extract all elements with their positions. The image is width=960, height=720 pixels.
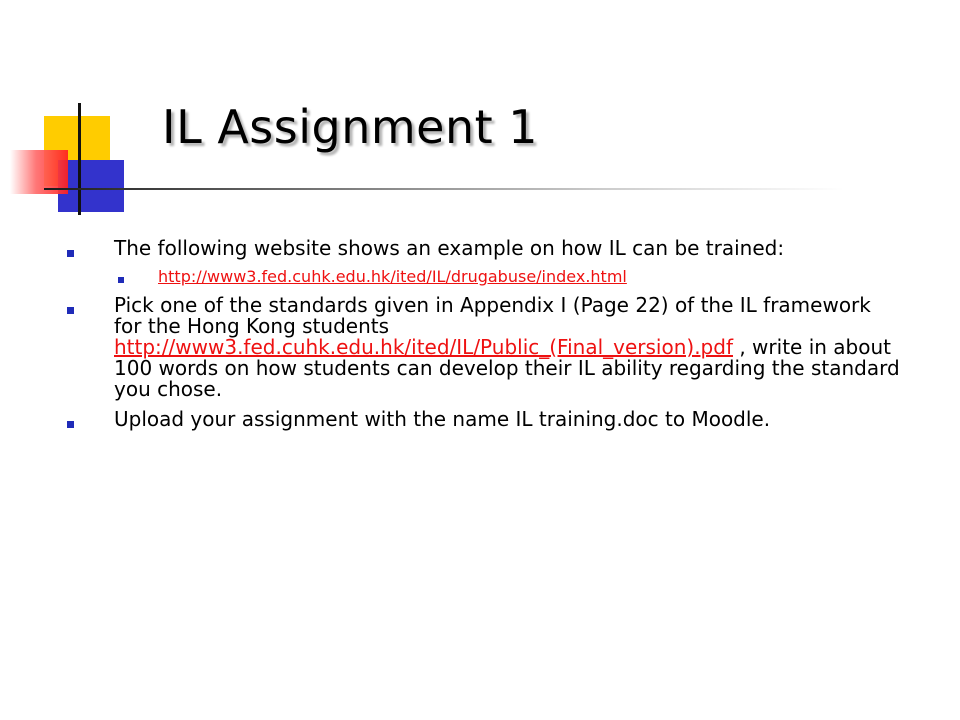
bullet-marker-icon [67,421,74,428]
il-framework-pdf-link[interactable]: http://www3.fed.cuhk.edu.hk/ited/IL/Public_(Final_version).pdf [114,335,733,359]
bullet-2-text-before: Pick one of the standards given in Appendix I (Page 22) of the IL framework for the Hong Kong students [114,293,871,338]
bullet-marker-icon [67,307,74,314]
bullet-3-text: Upload your assignment with the name IL training.doc to Moodle. [114,407,771,431]
slide-logo-graphic [0,0,140,220]
sub-bullet-item-1 [62,267,902,287]
vertical-rule-decoration [78,103,81,215]
bullet-marker-icon [67,250,74,257]
slide-content [62,238,902,439]
drugabuse-link[interactable]: http://www3.fed.cuhk.edu.hk/ited/IL/drugabuse/index.html [158,267,627,286]
slide-title: IL Assignment 1 [162,100,539,154]
bullet-item-3 [62,409,902,430]
bullet-2-text-after: , write in about 100 words on how students can develop their IL ability regarding the standard you chose. [114,335,900,401]
bullet-item-2 [62,295,902,400]
sub-bullet-marker-icon [118,277,124,283]
bullet-1-text: The following website shows an example on how IL can be trained: [114,236,785,260]
bullet-item-1 [62,238,902,259]
title-underline-rule [44,188,844,190]
